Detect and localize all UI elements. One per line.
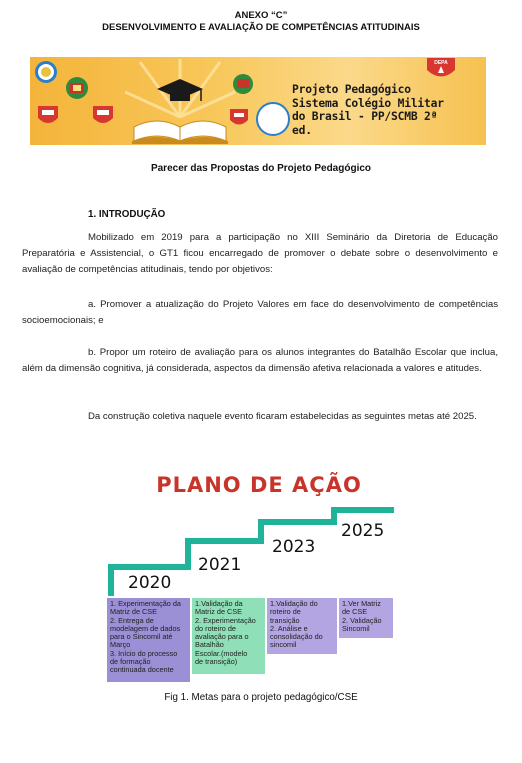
section-heading: 1. INTRODUÇÃO bbox=[88, 209, 166, 220]
shield-emblem-icon bbox=[38, 106, 58, 123]
step-line: Matriz de CSE bbox=[195, 607, 243, 617]
shield-emblem-icon bbox=[230, 109, 248, 125]
paragraph: Da construção coletiva naquele evento ficaram estabelecidas as seguintes metas até 2025. bbox=[88, 411, 477, 422]
step-line: 3. Início do processo bbox=[110, 648, 178, 658]
year-label: 2023 bbox=[272, 537, 316, 557]
document-title: DESENVOLVIMENTO E AVALIAÇÃO DE COMPETÊNCIAS ATITUDINAIS bbox=[102, 22, 420, 33]
step-box-2021 bbox=[192, 598, 265, 674]
banner-title bbox=[292, 83, 486, 137]
step-line: de CSE bbox=[342, 607, 368, 617]
step-line: 1.Validação da bbox=[195, 599, 243, 608]
step-line: modelagem de dados bbox=[110, 623, 181, 633]
step-line: sincomil bbox=[270, 640, 297, 650]
step-line: 1.Validação do bbox=[270, 599, 318, 608]
plan-title: PLANO DE AÇÃO bbox=[156, 473, 362, 497]
banner-title-line: ed. bbox=[292, 123, 312, 137]
step-line: Matriz de CSE bbox=[110, 607, 158, 617]
step-box-2025 bbox=[339, 598, 393, 638]
step-line: do roteiro de bbox=[195, 623, 236, 633]
project-banner bbox=[30, 57, 486, 145]
step-line: Escolar.(modelo bbox=[195, 648, 248, 658]
step-line: Batalhão bbox=[195, 640, 224, 650]
banner-title-line: Sistema Colégio Militar bbox=[292, 96, 444, 110]
year-label: 2021 bbox=[198, 555, 242, 575]
year-label: 2025 bbox=[341, 521, 385, 541]
seal-emblem-icon bbox=[35, 61, 57, 83]
shield-emblem-icon bbox=[93, 106, 113, 123]
step-line: transição bbox=[270, 615, 300, 625]
step-line: Março bbox=[110, 640, 131, 650]
annex-label: ANEXO “C” bbox=[234, 10, 288, 21]
school-emblem-icon bbox=[233, 74, 253, 94]
step-box-2020 bbox=[107, 598, 190, 682]
figure-caption: Fig 1. Metas para o projeto pedagógico/CSE bbox=[164, 692, 358, 703]
step-line: 2. Experimentação bbox=[195, 615, 256, 625]
step-line: para o Sincomil até bbox=[110, 632, 173, 642]
step-box-2023 bbox=[267, 598, 337, 654]
step-line: de transição) bbox=[195, 657, 238, 667]
step-line: de formação bbox=[110, 657, 151, 667]
step-line: 1. Experimentação da bbox=[110, 599, 181, 608]
step-line: 2. Validação bbox=[342, 615, 382, 625]
logo-oval-icon bbox=[257, 103, 289, 135]
year-label: 2020 bbox=[128, 573, 172, 593]
step-line: 1.Ver Matriz bbox=[342, 599, 381, 608]
school-emblem-icon bbox=[66, 77, 88, 99]
paragraph: Mobilizado em 2019 para a participação no XIII Seminário da Diretoria de Educação Preparatória e Assistencial, o GT1 ficou encarregado de promover o debate sobre o desenvolvimento e avaliação de competências atitudinais, tendo por objetivos: bbox=[22, 232, 498, 275]
action-plan-figure bbox=[100, 470, 418, 684]
step-line: consolidação do bbox=[270, 632, 323, 642]
open-book-icon bbox=[132, 121, 228, 144]
step-line: Sincomil bbox=[342, 623, 370, 633]
graduation-cap-icon bbox=[157, 79, 203, 101]
step-line: 2. Análise e bbox=[270, 623, 308, 633]
banner-title-line: Projeto Pedagógico bbox=[292, 83, 411, 96]
banner-illustration bbox=[30, 57, 292, 145]
step-line: 2. Entrega de bbox=[110, 615, 154, 625]
paragraph: a. Promover a atualização do Projeto Valores em face do desenvolvimento de competências socioemocionais; e bbox=[22, 299, 498, 326]
step-line: avaliação para o bbox=[195, 632, 249, 642]
section-subtitle: Parecer das Propostas do Projeto Pedagógico bbox=[150, 163, 372, 174]
paragraph: b. Propor um roteiro de avaliação para os alunos integrantes do Batalhão Escolar que inclua, além da dimensão cognitiva, já considerada, aspectos da dimensão afetiva relacionada a valores e atitudes. bbox=[22, 347, 498, 374]
banner-title-line: do Brasil - PP/SCMB 2ª bbox=[292, 110, 438, 123]
depa-shield-icon bbox=[426, 57, 456, 81]
step-line: continuada docente bbox=[110, 665, 174, 675]
depa-label: DEPA bbox=[434, 60, 448, 66]
step-line: roteiro de bbox=[270, 607, 301, 617]
